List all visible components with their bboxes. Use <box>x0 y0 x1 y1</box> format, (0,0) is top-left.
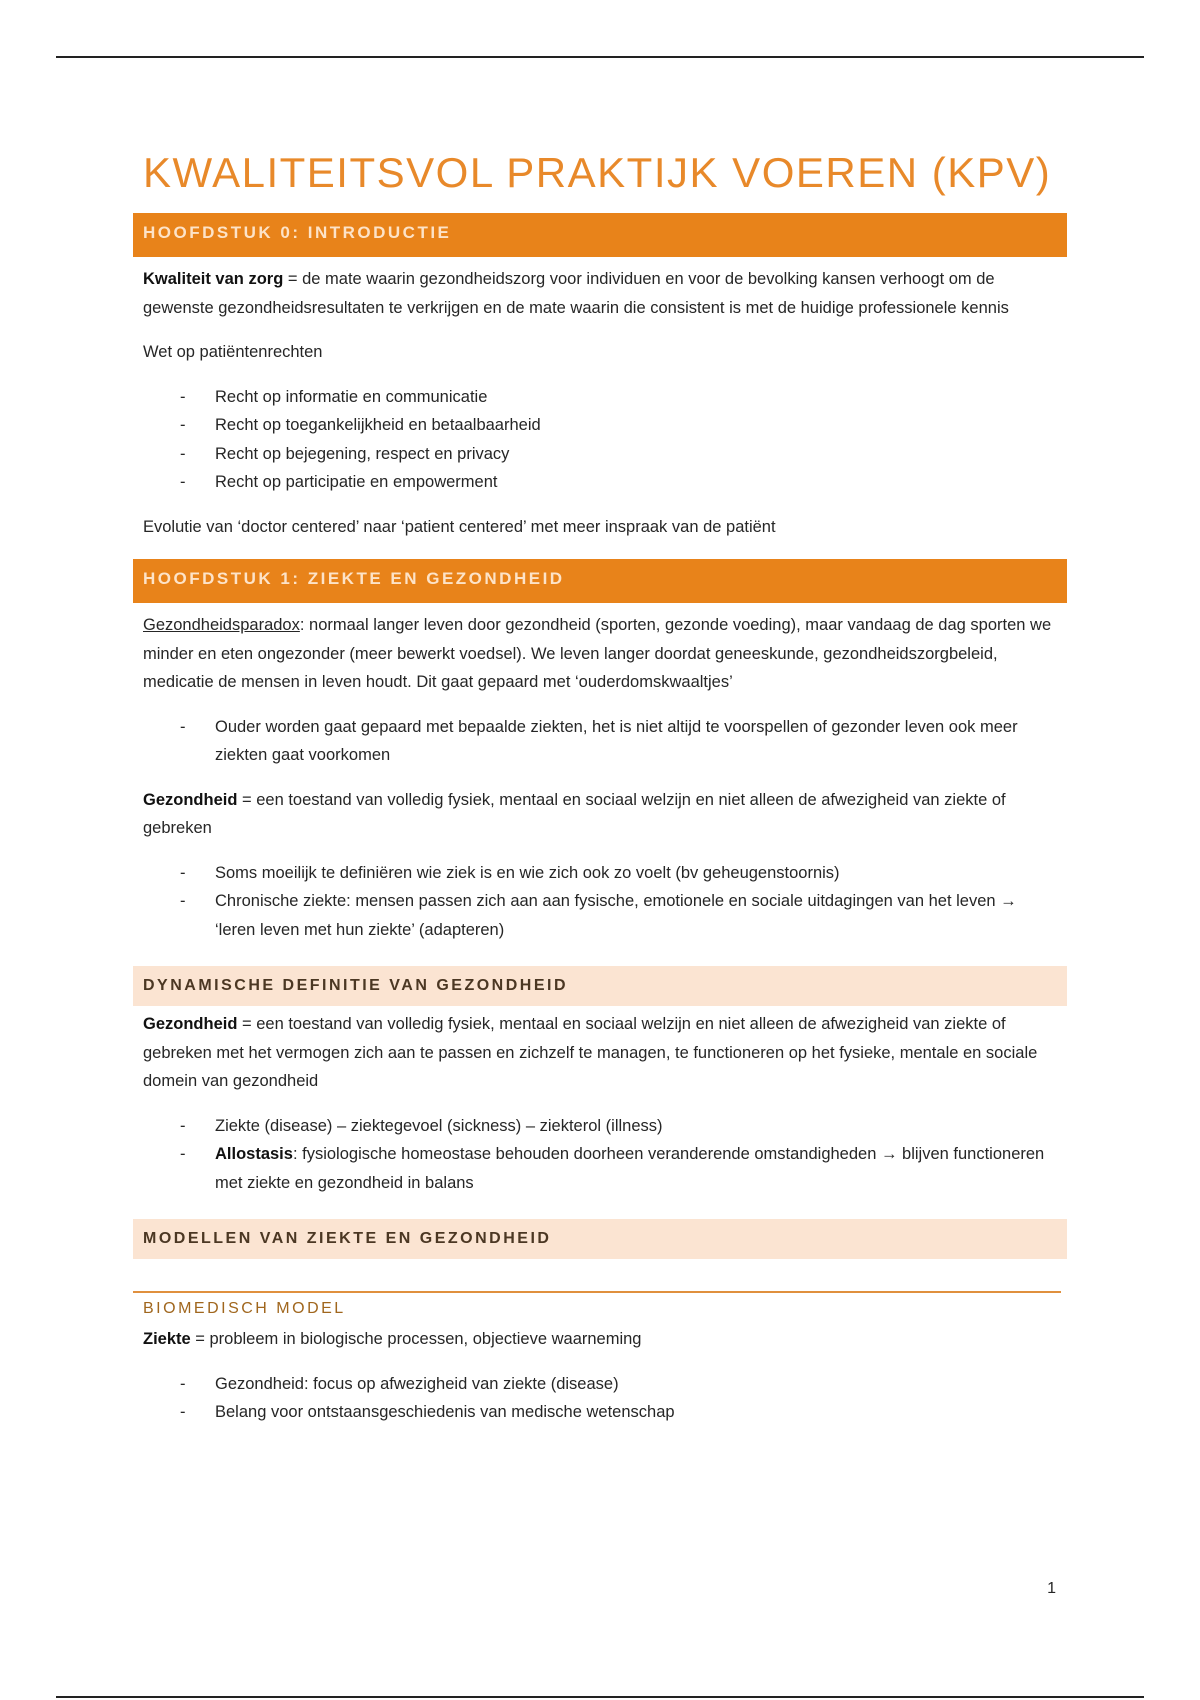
chapter-1-heading: HOOFDSTUK 1: ZIEKTE EN GEZONDHEID <box>133 559 1067 603</box>
list-item: - Ouder worden gaat gepaard met bepaalde ziekten, het is niet altijd te voorspellen of gezonder leven ook meer ziekten gaat voorkomen <box>133 713 1067 770</box>
ziekte-definition: = probleem in biologische processen, objectieve waarneming <box>190 1330 642 1348</box>
paradox-list <box>133 713 1067 770</box>
list-item: - Chronische ziekte: mensen passen zich aan aan fysische, emotionele en sociale uitdagingen van het leven → ‘leren leven met hun ziekte’ (adapteren) <box>133 887 1067 944</box>
gezondheid-term: Gezondheid <box>143 1015 238 1033</box>
gezondheid-dynamic-definition: = een toestand van volledig fysiek, mentaal en sociaal welzijn en niet alleen de afwezigheid van ziekte of gebreken met het vermogen zich aan te passen en zichzelf te managen, te functioneren op het fysieke, mentale en sociale domein van gezondheid <box>143 1015 1038 1090</box>
gezondheid-paragraph <box>133 786 1067 843</box>
paradox-term: Gezondheidsparadox <box>143 616 300 634</box>
list-item: - Recht op participatie en empowerment <box>133 468 1067 497</box>
wet-list <box>133 383 1067 497</box>
kwaliteit-definition: = de mate waarin gezondheidszorg voor individuen en voor de bevolking kansen verhoogt om de gewenste gezondheidsresultaten te verkrijgen en de mate waarin die consistent is met de huidige professionele kennis <box>143 270 1009 317</box>
kwaliteit-paragraph <box>133 265 1067 322</box>
list-item: - Soms moeilijk te definiëren wie ziek is en wie zich ook zo voelt (bv geheugenstoornis) <box>133 859 1067 888</box>
allostasis-text: : fysiologische homeostase behouden doorheen veranderende omstandigheden → blijven functioneren met ziekte en gezondheid in balans <box>215 1145 1045 1192</box>
gezondheid-dynamic-paragraph <box>133 1010 1067 1096</box>
biomedisch-model-heading: BIOMEDISCH MODEL <box>133 1291 1061 1321</box>
list-item: - Recht op bejegening, respect en privacy <box>133 440 1067 469</box>
wet-title: Wet op patiëntenrechten <box>143 343 323 361</box>
header-rule <box>56 56 1144 58</box>
list-item: - Ziekte (disease) – ziektegevoel (sickness) – ziekterol (illness) <box>133 1112 1067 1141</box>
kwaliteit-term: Kwaliteit van zorg <box>143 270 284 288</box>
dynamische-definitie-heading: DYNAMISCHE DEFINITIE VAN GEZONDHEID <box>133 966 1067 1006</box>
list-item <box>133 1140 1067 1197</box>
gezondheid-list <box>133 859 1067 945</box>
list-item: - Recht op informatie en communicatie <box>133 383 1067 412</box>
gezondheid-term: Gezondheid <box>143 790 238 809</box>
list-item: - Belang voor ontstaansgeschiedenis van medische wetenschap <box>133 1398 1067 1427</box>
dynamic-list <box>133 1112 1067 1198</box>
ziekte-paragraph <box>133 1325 1067 1354</box>
page-content <box>133 143 1067 1427</box>
allostasis-term: Allostasis <box>215 1145 293 1163</box>
chapter-0-heading: HOOFDSTUK 0: INTRODUCTIE <box>133 213 1067 257</box>
ziekte-term: Ziekte <box>143 1330 191 1348</box>
footer-rule <box>56 1696 1144 1698</box>
document-title: KWALITEITSVOL PRAKTIJK VOEREN (KPV) <box>143 149 1052 196</box>
paradox-text: : normaal langer leven door gezondheid (sporten, gezonde voeding), maar vandaag de dag sporten we minder en eten ongezonder (meer bewerkt voedsel). We leven langer doordat geneeskunde, gezondheidszorgbeleid, medicatie de mensen in leven houdt. Dit gaat gepaard met ‘ouderdomskwaaltjes’ <box>143 616 1052 691</box>
paradox-paragraph <box>133 611 1067 697</box>
evolutie-paragraph: Evolutie van ‘doctor centered’ naar ‘patient centered’ met meer inspraak van de patiënt <box>143 517 776 536</box>
list-item: - Recht op toegankelijkheid en betaalbaarheid <box>133 411 1067 440</box>
modellen-heading: MODELLEN VAN ZIEKTE EN GEZONDHEID <box>133 1219 1067 1259</box>
list-item: - Gezondheid: focus op afwezigheid van ziekte (disease) <box>133 1370 1067 1399</box>
gezondheid-definition: = een toestand van volledig fysiek, mentaal en sociaal welzijn en niet alleen de afwezigheid van ziekte of gebreken <box>143 790 1006 837</box>
page-number: 1 <box>1047 1580 1056 1597</box>
biomedisch-list <box>133 1370 1067 1427</box>
